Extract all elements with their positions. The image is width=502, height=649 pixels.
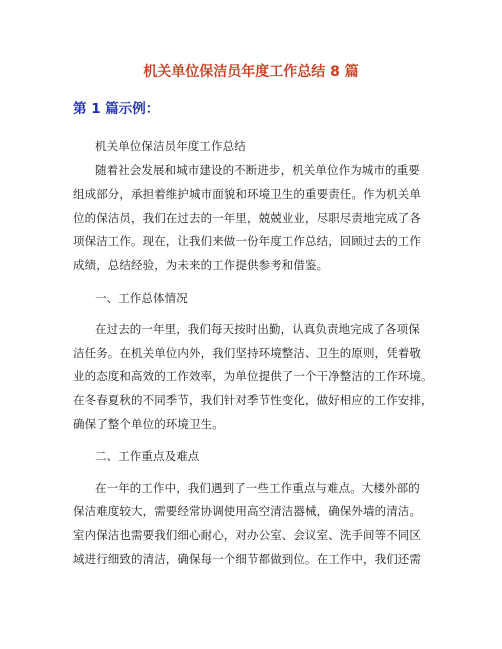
paragraph-line: 组成部分，承担着维护城市面貌和环境卫生的重要责任。作为机关单	[73, 187, 421, 201]
paragraph-line: 室内保洁也需要我们细心耐心，对办公室、会议室、洗手间等不同区	[73, 528, 421, 542]
paragraph-line: 位的保洁员，我们在过去的一年里，兢兢业业，尽职尽责地完成了各	[73, 211, 421, 225]
document-title: 机关单位保洁员年度工作总结 8 篇	[143, 64, 359, 80]
paragraph-line: 随着社会发展和城市建设的不断进步，机关单位作为城市的重要	[95, 163, 420, 177]
paragraph-line: 项保洁工作。现在，让我们来做一份年度工作总结，回顾过去的工作	[73, 234, 421, 248]
paragraph-line: 一、工作总体情况	[95, 291, 188, 305]
paragraph-line: 洁任务。在机关单位内外，我们坚持环境整洁、卫生的原则，凭着敬	[73, 346, 421, 360]
paragraph-line: 在过去的一年里，我们每天按时出勤，认真负责地完成了各项保	[95, 322, 420, 336]
paragraph-line: 确保了整个单位的环境卫生。	[73, 417, 224, 431]
paragraph-line: 业的态度和高效的工作效率，为单位提供了一个干净整洁的工作环境。	[73, 369, 433, 383]
paragraph-line: 二、工作重点及难点	[95, 449, 200, 463]
paragraph-line: 成绩，总结经验，为未来的工作提供参考和借鉴。	[73, 258, 329, 272]
paragraph-line: 在一年的工作中，我们遇到了一些工作重点与难点。大楼外部的	[95, 481, 420, 495]
paragraph-line: 机关单位保洁员年度工作总结	[95, 139, 246, 153]
section-heading: 第 1 篇示例：	[73, 101, 160, 117]
paragraph-line: 域进行细致的清洁，确保每一个细节都做到位。在工作中，我们还需	[73, 552, 421, 566]
paragraph-line: 在冬春夏秋的不同季节，我们针对季节性变化，做好相应的工作安排，	[73, 393, 433, 407]
paragraph-line: 保洁难度较大，需要经常协调使用高空清洁器械，确保外墙的清洁。	[73, 504, 421, 518]
